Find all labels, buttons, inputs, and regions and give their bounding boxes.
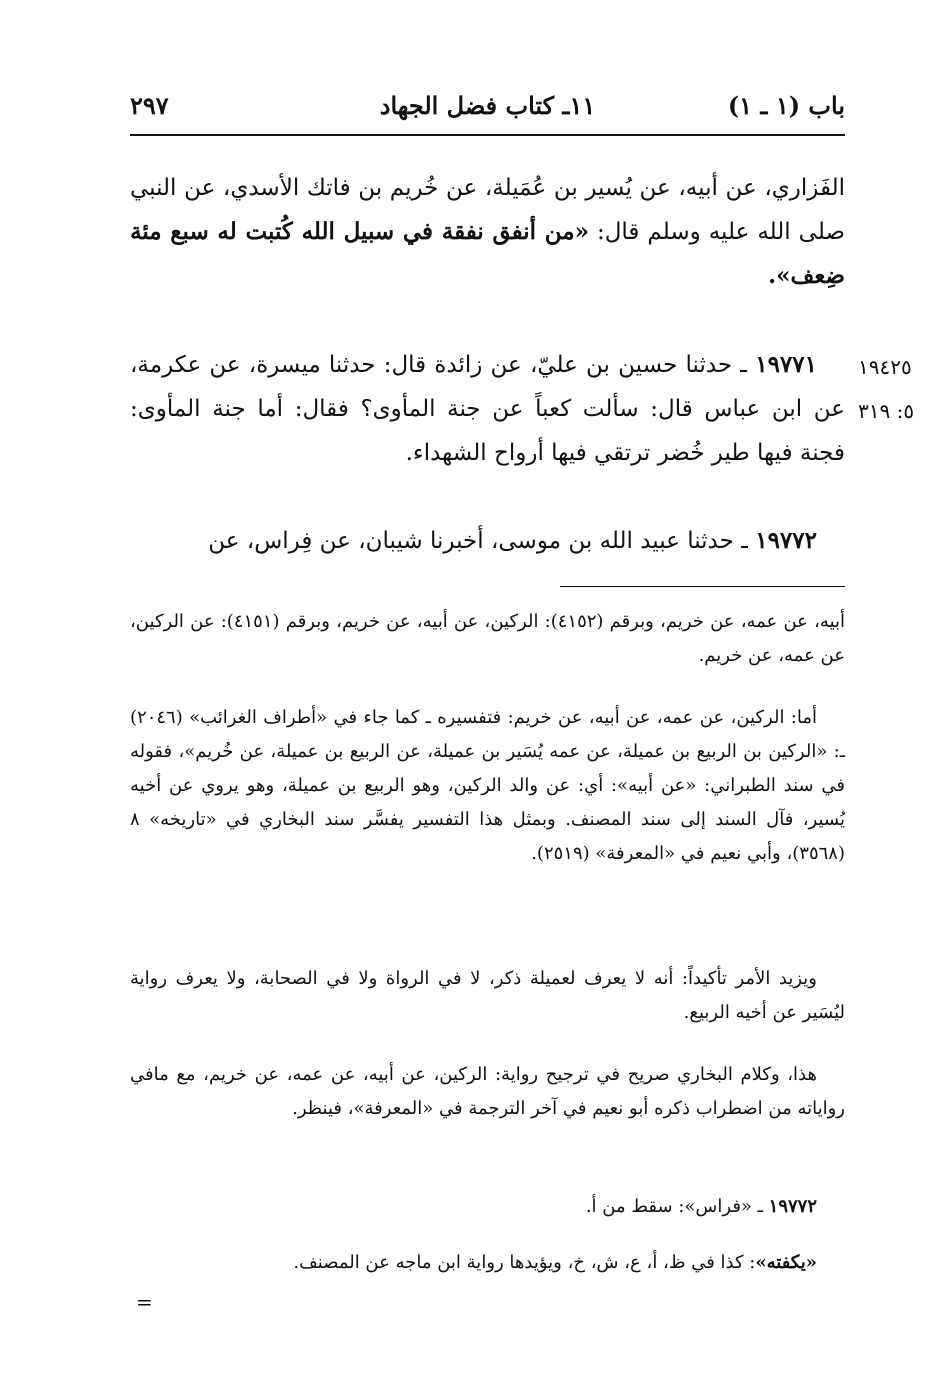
page-number: ٢٩٧: [130, 91, 169, 120]
margin-ref-1: ١٩٤٢٥: [858, 355, 912, 379]
chapter-label: باب (١ ـ ١): [727, 91, 845, 120]
hadith-19772: [130, 519, 845, 563]
header-divider: [130, 134, 845, 136]
footnote-6: [130, 1246, 845, 1280]
footnote-divider: [560, 586, 845, 587]
footnote-2: أما: الركين، عن عمه، عن أبيه، عن خريم: فتفسيره ـ كما جاء في «أطراف الغرائب» (٢٠٤٦) ـ: «الركين بن الربيع بن عميلة، عن عمه يُسَير بن عميلة، عن الربيع بن عميلة، عن خُريم»، فقوله في سند الطبراني: «عن أبيه»: أي: عن والد الركين، وهو الربيع بن عميلة، وهو يروي عن أخيه يُسير، فآل السند إلى سند المصنف. وبمثل هذا التفسير يفسَّر سند البخاري في «تاريخه» ٨ (٣٥٦٨)، وأبي نعيم في «المعرفة» (٢٥١٩).: [130, 707, 845, 864]
continuation-mark: =: [136, 1290, 153, 1314]
hadith-continuation: [130, 166, 845, 298]
footnote-6-text: : كذا في ظ، أ، ع، ش، خ، ويؤيدها رواية ابن ماجه عن المصنف.: [293, 1252, 756, 1273]
hadith-19771: [130, 343, 845, 475]
running-header: [130, 88, 845, 132]
footnote-6-word: «يكفته»: [755, 1252, 817, 1273]
footnote-5: [130, 1190, 845, 1224]
footnote-1: أبيه، عن عمه، عن خريم، وبرقم (٤١٥٢): الركين، عن أبيه، عن خريم، وبرقم (٤١٥١): عن الركين، عن عمه، عن خريم.: [130, 611, 846, 666]
hadith-number-19772: ١٩٧٧٢: [755, 527, 817, 554]
hadith-number-19771: ١٩٧٧١: [755, 351, 817, 378]
hadith-19772-text: ـ حدثنا عبيد الله بن موسى، أخبرنا شيبان، عن فِراس، عن: [208, 528, 756, 554]
footnote-5-text: ـ «فراس»: سقط من أ.: [585, 1196, 769, 1217]
hadith-continuation-text: الفَزاري، عن أبيه، عن يُسير بن عُمَيلة، عن خُريم بن فاتك الأسدي، عن النبي صلى الله عليه وسلم قال:: [130, 175, 845, 245]
hadith-continuation-quote: «من أنفق نفقة في سبيل الله كُتبت له سبع مئة ضِعف».: [130, 218, 845, 289]
footnote-4: هذا، وكلام البخاري صريح في ترجيح رواية: الركين، عن أبيه، عن عمه، عن خريم، مع مافي رواياته من اضطراب ذكره أبو نعيم في آخر الترجمة في «المعرفة»، فينظر.: [130, 1064, 845, 1119]
footnote-5-number: ١٩٧٧٢: [768, 1196, 817, 1217]
book-title: ١١ـ كتاب فضل الجهاد: [379, 91, 596, 120]
hadith-19771-text: ـ حدثنا حسين بن عليّ، عن زائدة قال: حدثنا ميسرة، عن عكرمة، عن ابن عباس قال: سألت كعباً عن جنة المأوى؟ فقال: أما جنة المأوى: فجنة فيها طير خُضر ترتقي فيها أرواح الشهداء.: [130, 352, 845, 466]
footnote-3: ويزيد الأمر تأكيداً: أنه لا يعرف لعميلة ذكر، لا في الرواة ولا في الصحابة، ولا يعرف رواية ليُسَير عن أخيه الربيع.: [130, 968, 845, 1023]
margin-ref-2: ٥: ٣١٩: [858, 399, 915, 423]
